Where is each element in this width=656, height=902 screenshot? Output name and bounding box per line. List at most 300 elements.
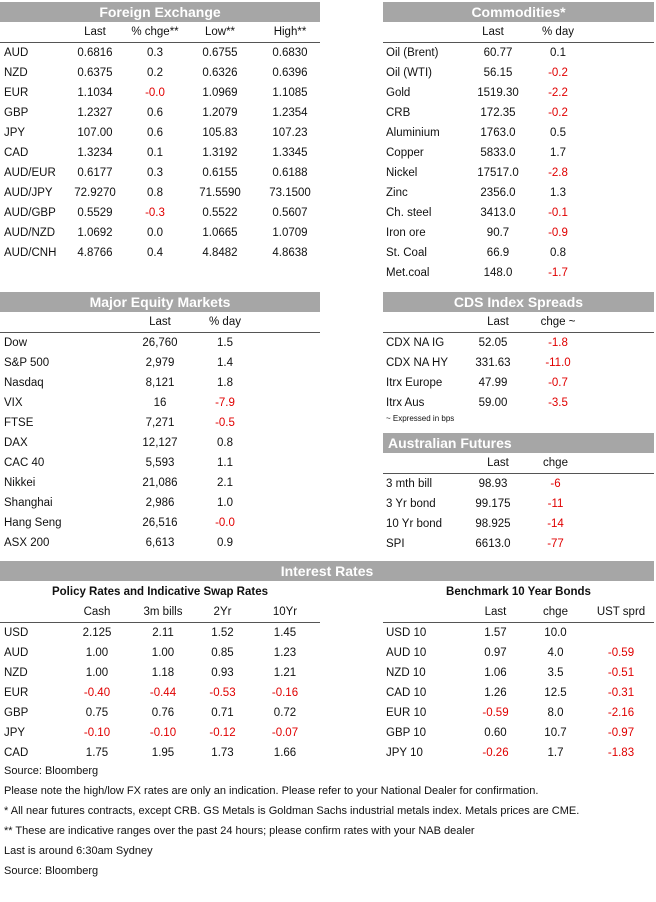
cell-last: 21,086 — [142, 477, 178, 489]
cell-c2: 1.18 — [151, 667, 175, 679]
cell-last: 52.05 — [478, 337, 508, 349]
commodities-column-headers — [383, 22, 654, 43]
table-row — [383, 183, 654, 203]
cell-last: 5833.0 — [480, 147, 516, 159]
cell-c3: 0.85 — [211, 647, 234, 659]
cell-chg: 0.4 — [147, 247, 163, 259]
row-label: Itrx Aus — [386, 397, 425, 409]
equity-rows — [0, 333, 320, 553]
row-label: S&P 500 — [4, 357, 50, 369]
table-row — [0, 433, 320, 453]
cell-chg: 0.8 — [147, 187, 163, 199]
cell-chg: 3.5 — [547, 667, 564, 679]
cell-chg: -6 — [550, 478, 561, 490]
row-label: CDX NA IG — [386, 337, 445, 349]
row-label: CAD — [4, 147, 29, 159]
table-row — [383, 123, 654, 143]
cell-last: 1.26 — [484, 687, 507, 699]
cell-chg: 8.0 — [547, 707, 564, 719]
row-label: Met.coal — [386, 267, 430, 279]
cell-last: 3413.0 — [480, 207, 516, 219]
cell-c4: 1.23 — [273, 647, 297, 659]
cell-spread: -0.97 — [607, 727, 635, 739]
cds-title: CDS Index Spreads — [383, 292, 654, 312]
cell-low: 4.8482 — [202, 247, 238, 259]
cell-high: 0.6830 — [272, 47, 308, 59]
table-row — [383, 243, 654, 263]
cell-last: 59.00 — [478, 397, 508, 409]
equity-column-headers — [0, 312, 320, 333]
row-label: 3 Yr bond — [386, 498, 436, 510]
column-header: Last — [149, 316, 171, 328]
table-row — [0, 103, 320, 123]
fx-rows — [0, 43, 320, 263]
futures-rows — [383, 474, 654, 554]
cell-c3: 0.71 — [211, 707, 234, 719]
cell-c1: 1.00 — [85, 667, 109, 679]
table-row — [383, 474, 654, 494]
table-row — [0, 513, 320, 533]
equity-panel — [0, 292, 320, 553]
cell-chg: -3.5 — [548, 397, 568, 409]
cell-last: 1.2327 — [77, 107, 113, 119]
cell-c3: 1.73 — [211, 747, 234, 759]
table-row — [383, 703, 654, 723]
row-label: NZD — [4, 67, 28, 79]
column-header: High** — [273, 26, 307, 38]
cell-chg: 1.0 — [217, 497, 233, 509]
cell-high: 0.5607 — [272, 207, 308, 219]
table-row — [0, 493, 320, 513]
table-row — [0, 703, 320, 723]
cell-low: 1.3192 — [202, 147, 238, 159]
column-header: Cash — [83, 606, 111, 618]
cell-high: 107.23 — [272, 127, 308, 139]
table-row — [383, 514, 654, 534]
bonds-column-headers — [383, 602, 654, 623]
cell-last: 17517.0 — [477, 167, 519, 179]
cell-last: 72.9270 — [74, 187, 116, 199]
table-row — [0, 333, 320, 353]
cell-c4: 1.66 — [273, 747, 297, 759]
row-label: Iron ore — [386, 227, 426, 239]
table-row — [0, 393, 320, 413]
cell-last: 1519.30 — [477, 87, 519, 99]
footnote-source-2: Source: Bloomberg — [4, 865, 99, 877]
footnote-ranges: ** These are indicative ranges over the past 24 hours; please confirm rates with your NAB dealer — [4, 825, 475, 837]
cds-rows — [383, 333, 654, 413]
row-label: JPY — [4, 727, 26, 739]
table-row — [0, 663, 320, 683]
row-label: Copper — [386, 147, 424, 159]
row-label: AUD/GBP — [4, 207, 56, 219]
table-row — [383, 263, 654, 283]
cell-chg: 12.5 — [544, 687, 567, 699]
table-row — [0, 533, 320, 553]
table-row — [0, 623, 320, 643]
row-label: NZD 10 — [386, 667, 426, 679]
policy-rates-title: Policy Rates and Indicative Swap Rates — [51, 586, 269, 598]
commodities-panel — [383, 2, 654, 283]
cell-last: 1.1034 — [77, 87, 113, 99]
table-row — [383, 333, 654, 353]
cell-spread: -2.16 — [607, 707, 635, 719]
table-row — [0, 163, 320, 183]
row-label: EUR — [4, 87, 29, 99]
cell-last: 26,516 — [142, 517, 178, 529]
table-row — [383, 723, 654, 743]
cell-high: 4.8638 — [272, 247, 308, 259]
cell-low: 1.0969 — [202, 87, 238, 99]
cell-chg: -11 — [547, 498, 564, 510]
cell-chg: 1.4 — [217, 357, 233, 369]
cell-c2: -0.10 — [149, 727, 177, 739]
table-row — [383, 353, 654, 373]
row-label: GBP 10 — [386, 727, 427, 739]
cell-chg: 0.1 — [147, 147, 163, 159]
table-row — [0, 43, 320, 63]
table-row — [0, 123, 320, 143]
column-header: Low** — [204, 26, 236, 38]
cell-last: 6613.0 — [475, 538, 511, 550]
cell-high: 73.1500 — [269, 187, 311, 199]
row-label: CAD 10 — [386, 687, 427, 699]
cell-chg: 1.5 — [217, 337, 233, 349]
row-label: AUD/EUR — [4, 167, 56, 179]
futures-title: Australian Futures — [383, 433, 654, 453]
cell-chg: 1.8 — [217, 377, 233, 389]
row-label: 10 Yr bond — [386, 518, 443, 530]
row-label: USD 10 — [386, 627, 427, 639]
cell-c2: 1.95 — [151, 747, 175, 759]
table-row — [383, 223, 654, 243]
column-header: Last — [482, 26, 504, 38]
cell-last: 99.175 — [475, 498, 511, 510]
row-label: JPY 10 — [386, 747, 423, 759]
row-label: Shanghai — [4, 497, 53, 509]
column-header: UST sprd — [596, 606, 646, 618]
cell-last: 8,121 — [145, 377, 175, 389]
row-label: EUR — [4, 687, 29, 699]
column-header: chge — [543, 606, 568, 618]
cell-last: 60.77 — [483, 47, 513, 59]
row-label: Dow — [4, 337, 28, 349]
cell-last: 172.35 — [480, 107, 516, 119]
cell-high: 0.6188 — [272, 167, 308, 179]
cell-spread: -0.31 — [607, 687, 635, 699]
table-row — [0, 473, 320, 493]
cell-chg: -0.7 — [548, 377, 568, 389]
cell-last: 0.97 — [484, 647, 507, 659]
row-label: Gold — [386, 87, 411, 99]
fx-title: Foreign Exchange — [0, 2, 320, 22]
cell-chg: 0.0 — [147, 227, 163, 239]
cell-last: 0.6375 — [77, 67, 113, 79]
cell-chg: -0.5 — [215, 417, 235, 429]
cell-spread: -0.59 — [607, 647, 635, 659]
row-label: Nickel — [386, 167, 418, 179]
cds-column-headers — [383, 312, 654, 333]
cell-last: 7,271 — [145, 417, 175, 429]
cell-chg: -1.8 — [548, 337, 568, 349]
cell-chg: -2.2 — [548, 87, 568, 99]
row-label: Oil (WTI) — [386, 67, 432, 79]
table-row — [383, 83, 654, 103]
cell-c2: 2.11 — [152, 627, 174, 639]
cell-low: 0.6755 — [202, 47, 238, 59]
row-label: Oil (Brent) — [386, 47, 439, 59]
cell-low: 71.5590 — [199, 187, 241, 199]
cell-c4: -0.16 — [271, 687, 299, 699]
cell-c4: 1.45 — [273, 627, 297, 639]
commodities-rows — [383, 43, 654, 283]
cell-chg: -7.9 — [215, 397, 235, 409]
cell-chg: -0.0 — [215, 517, 235, 529]
cell-low: 1.0665 — [202, 227, 238, 239]
cell-last: 12,127 — [142, 437, 178, 449]
cell-spread: -1.83 — [607, 747, 635, 759]
table-row — [383, 43, 654, 63]
fx-column-headers — [0, 22, 320, 43]
footnote-source: Source: Bloomberg — [4, 765, 99, 777]
column-header: Last — [84, 26, 106, 38]
futures-column-headers — [383, 453, 654, 474]
policy-rates-panel — [0, 582, 320, 763]
cell-c3: -0.53 — [209, 687, 236, 699]
cell-last: 1.0692 — [77, 227, 113, 239]
cell-last: 0.6816 — [77, 47, 113, 59]
row-label: Zinc — [386, 187, 408, 199]
row-label: Nasdaq — [4, 377, 44, 389]
cell-spread — [591, 623, 651, 643]
cell-low: 105.83 — [202, 127, 238, 139]
row-label: FTSE — [4, 417, 34, 429]
row-label: CRB — [386, 107, 411, 119]
table-row — [0, 63, 320, 83]
cell-last: 47.99 — [478, 377, 508, 389]
table-row — [383, 103, 654, 123]
table-row — [383, 143, 654, 163]
row-label: SPI — [386, 538, 405, 550]
table-row — [383, 163, 654, 183]
table-row — [0, 643, 320, 663]
cell-last: 4.8766 — [77, 247, 113, 259]
row-label: St. Coal — [386, 247, 427, 259]
row-label: GBP — [4, 707, 29, 719]
cell-last: 98.93 — [478, 478, 508, 490]
cell-chg: 1.7 — [550, 147, 566, 159]
cell-chg: 0.2 — [147, 67, 163, 79]
column-header: Last — [487, 457, 509, 469]
cell-chg: 0.1 — [550, 47, 566, 59]
cell-last: -0.26 — [482, 747, 509, 759]
cell-chg: -0.9 — [548, 227, 568, 239]
table-row — [383, 623, 654, 643]
cell-chg: -2.8 — [548, 167, 568, 179]
column-header: 3m bills — [143, 606, 183, 618]
cell-last: 1.57 — [484, 627, 507, 639]
column-header: Last — [484, 606, 507, 618]
table-row — [383, 643, 654, 663]
cell-c4: 0.72 — [273, 707, 297, 719]
cell-low: 0.6326 — [202, 67, 238, 79]
cell-low: 1.2079 — [202, 107, 238, 119]
cell-chg: 0.8 — [550, 247, 566, 259]
row-label: AUD 10 — [386, 647, 427, 659]
table-row — [0, 203, 320, 223]
row-label: Ch. steel — [386, 207, 432, 219]
cell-c1: -0.10 — [83, 727, 111, 739]
cell-high: 1.2354 — [272, 107, 308, 119]
cell-chg: -77 — [547, 538, 564, 550]
table-row — [383, 743, 654, 763]
column-header: % chge** — [131, 26, 179, 38]
column-header: 10Yr — [272, 606, 298, 618]
cell-chg: 2.1 — [217, 477, 233, 489]
cell-high: 0.6396 — [272, 67, 308, 79]
cell-c1: 1.00 — [85, 647, 109, 659]
cell-last: 6,613 — [145, 537, 175, 549]
table-row — [383, 494, 654, 514]
cell-last: 90.7 — [486, 227, 510, 239]
column-header: chge — [543, 457, 568, 469]
table-row — [0, 413, 320, 433]
table-row — [383, 203, 654, 223]
cell-last: 0.60 — [484, 727, 507, 739]
cell-last: 1.3234 — [77, 147, 113, 159]
cell-high: 1.1085 — [272, 87, 308, 99]
bonds-rows — [383, 623, 654, 763]
cell-chg: 0.6 — [147, 107, 163, 119]
cell-chg: -0.1 — [548, 207, 568, 219]
table-row — [383, 373, 654, 393]
table-row — [0, 683, 320, 703]
cell-last: 16 — [153, 397, 167, 409]
cell-chg: 0.9 — [217, 537, 233, 549]
cell-last: 26,760 — [142, 337, 178, 349]
cell-chg: 10.0 — [544, 627, 567, 639]
row-label: AUD/CNH — [4, 247, 57, 259]
cell-chg: 1.3 — [550, 187, 566, 199]
cell-high: 1.0709 — [272, 227, 308, 239]
cell-chg: -14 — [547, 518, 564, 530]
cell-chg: -0.2 — [548, 107, 568, 119]
cell-last: 2,986 — [145, 497, 175, 509]
row-label: USD — [4, 627, 29, 639]
row-label: EUR 10 — [386, 707, 427, 719]
cell-c1: -0.40 — [83, 687, 111, 699]
policy-rates-rows — [0, 623, 320, 763]
row-label: NZD — [4, 667, 28, 679]
table-row — [0, 243, 320, 263]
cell-last: 331.63 — [475, 357, 511, 369]
row-label: CAC 40 — [4, 457, 45, 469]
cell-chg: 1.1 — [217, 457, 233, 469]
cell-last: 2,979 — [145, 357, 175, 369]
cell-c3: -0.12 — [209, 727, 236, 739]
interest-rates-title: Interest Rates — [0, 561, 654, 581]
cell-chg: -0.3 — [145, 207, 165, 219]
cell-last: 5,593 — [145, 457, 175, 469]
row-label: AUD — [4, 47, 29, 59]
cell-c3: 1.52 — [211, 627, 234, 639]
table-row — [383, 663, 654, 683]
row-label: Hang Seng — [4, 517, 62, 529]
row-label: ASX 200 — [4, 537, 50, 549]
cell-c2: 1.00 — [151, 647, 175, 659]
cell-chg: -0.2 — [548, 67, 568, 79]
row-label: Itrx Europe — [386, 377, 443, 389]
cell-chg: 0.3 — [147, 47, 163, 59]
column-header: chge ~ — [540, 316, 576, 328]
cell-chg: 0.3 — [147, 167, 163, 179]
bonds-title: Benchmark 10 Year Bonds — [446, 586, 591, 598]
cell-low: 0.5522 — [202, 207, 238, 219]
table-row — [0, 223, 320, 243]
cell-low: 0.6155 — [202, 167, 238, 179]
table-row — [0, 723, 320, 743]
row-label: Aluminium — [386, 127, 440, 139]
cell-c2: 0.76 — [151, 707, 175, 719]
row-label: CAD — [4, 747, 29, 759]
table-row — [383, 534, 654, 554]
policy-rates-column-headers — [0, 602, 320, 623]
cell-high: 1.3345 — [272, 147, 308, 159]
table-row — [0, 183, 320, 203]
footnote-time: Last is around 6:30am Sydney — [4, 845, 153, 857]
column-header: % day — [542, 26, 574, 38]
row-label: JPY — [4, 127, 26, 139]
cell-c2: -0.44 — [149, 687, 177, 699]
cell-chg: 4.0 — [547, 647, 564, 659]
cell-c1: 2.125 — [82, 627, 112, 639]
cell-last: 0.6177 — [77, 167, 113, 179]
cell-c1: 0.75 — [85, 707, 109, 719]
table-row — [0, 353, 320, 373]
column-header: Last — [487, 316, 509, 328]
cell-c4: 1.21 — [273, 667, 297, 679]
row-label: DAX — [4, 437, 28, 449]
cell-chg: 1.7 — [547, 747, 564, 759]
footnote-futures: * All near futures contracts, except CRB. GS Metals is Goldman Sachs industrial metals index. Metals prices are CME. — [4, 805, 580, 817]
cell-chg: -11.0 — [545, 357, 571, 369]
futures-panel — [383, 433, 654, 554]
column-header: % day — [209, 316, 241, 328]
row-label: AUD/JPY — [4, 187, 53, 199]
table-row — [0, 373, 320, 393]
table-row — [0, 143, 320, 163]
bonds-panel — [383, 582, 654, 763]
table-row — [383, 393, 654, 413]
cds-note: ~ Expressed in bps — [386, 414, 455, 423]
cell-chg: -1.7 — [548, 267, 568, 279]
cell-chg: 0.6 — [147, 127, 163, 139]
table-row — [383, 683, 654, 703]
row-label: GBP — [4, 107, 29, 119]
commodities-title: Commodities* — [383, 2, 654, 22]
table-row — [0, 83, 320, 103]
row-label: Nikkei — [4, 477, 36, 489]
equity-title: Major Equity Markets — [0, 292, 320, 312]
column-header: 2Yr — [213, 606, 232, 618]
table-row — [0, 743, 320, 763]
cell-last: 1.06 — [484, 667, 507, 679]
cell-chg: 10.7 — [544, 727, 567, 739]
footnote-fx-disclaimer: Please note the high/low FX rates are only an indication. Please refer to your National Dealer for confirmation. — [4, 785, 539, 797]
cell-c4: -0.07 — [271, 727, 299, 739]
cell-chg: 0.8 — [217, 437, 233, 449]
cell-last: 148.0 — [483, 267, 513, 279]
